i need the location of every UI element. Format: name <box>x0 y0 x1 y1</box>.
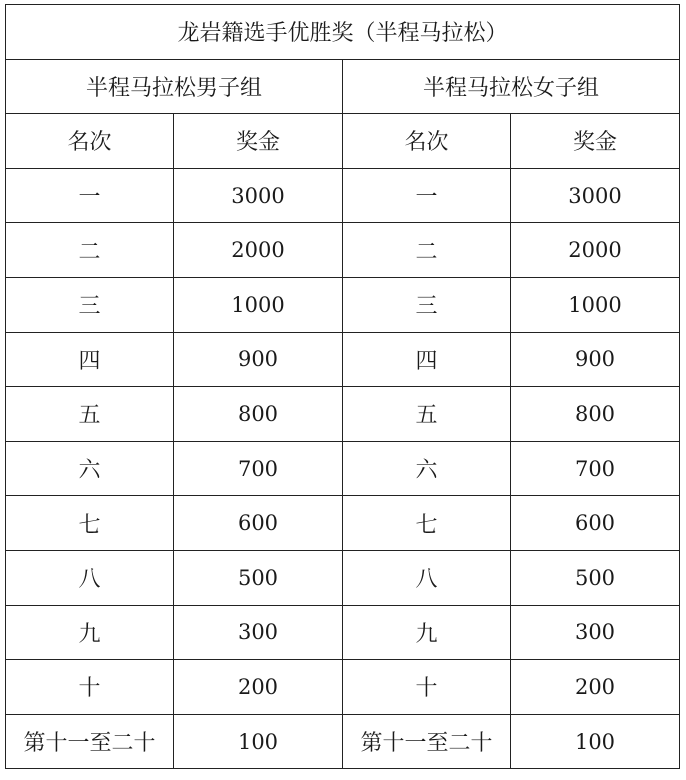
women-prize-cell: 2000 <box>511 223 680 278</box>
women-rank-cell: 第十一至二十 <box>343 714 511 769</box>
table-row <box>6 277 680 332</box>
women-rank-cell: 四 <box>343 332 511 387</box>
women-prize-cell: 700 <box>511 441 680 496</box>
men-rank-cell: 四 <box>6 332 174 387</box>
women-rank-cell: 八 <box>343 550 511 605</box>
women-prize-cell: 300 <box>511 605 680 660</box>
table-row <box>6 387 680 442</box>
men-rank-cell: 六 <box>6 441 174 496</box>
men-prize-cell: 800 <box>174 387 343 442</box>
women-prize-cell: 800 <box>511 387 680 442</box>
women-rank-cell: 七 <box>343 496 511 551</box>
men-prize-cell: 2000 <box>174 223 343 278</box>
title-row <box>6 5 680 60</box>
women-prize-cell: 3000 <box>511 168 680 223</box>
men-prize-cell: 300 <box>174 605 343 660</box>
men-rank-cell: 五 <box>6 387 174 442</box>
men-group-header: 半程马拉松男子组 <box>6 59 343 114</box>
women-prize-cell: 600 <box>511 496 680 551</box>
men-rank-cell: 一 <box>6 168 174 223</box>
table-row <box>6 605 680 660</box>
women-prize-cell: 1000 <box>511 277 680 332</box>
table-row <box>6 660 680 715</box>
women-rank-cell: 九 <box>343 605 511 660</box>
column-header-row <box>6 114 680 169</box>
men-prize-header: 奖金 <box>174 114 343 169</box>
men-prize-cell: 700 <box>174 441 343 496</box>
women-rank-cell: 一 <box>343 168 511 223</box>
men-rank-cell: 九 <box>6 605 174 660</box>
men-prize-cell: 900 <box>174 332 343 387</box>
women-rank-cell: 十 <box>343 660 511 715</box>
table-title: 龙岩籍选手优胜奖（半程马拉松） <box>6 5 680 60</box>
prize-table <box>5 4 680 769</box>
group-row <box>6 59 680 114</box>
men-rank-cell: 二 <box>6 223 174 278</box>
table-row <box>6 223 680 278</box>
men-rank-cell: 第十一至二十 <box>6 714 174 769</box>
women-group-header: 半程马拉松女子组 <box>343 59 680 114</box>
men-rank-cell: 七 <box>6 496 174 551</box>
women-rank-cell: 六 <box>343 441 511 496</box>
men-rank-cell: 三 <box>6 277 174 332</box>
men-prize-cell: 1000 <box>174 277 343 332</box>
men-prize-cell: 3000 <box>174 168 343 223</box>
table-row <box>6 332 680 387</box>
men-prize-cell: 200 <box>174 660 343 715</box>
table-row <box>6 168 680 223</box>
women-prize-cell: 900 <box>511 332 680 387</box>
women-prize-cell: 500 <box>511 550 680 605</box>
women-rank-cell: 五 <box>343 387 511 442</box>
men-prize-cell: 100 <box>174 714 343 769</box>
women-prize-cell: 200 <box>511 660 680 715</box>
women-rank-header: 名次 <box>343 114 511 169</box>
women-prize-header: 奖金 <box>511 114 680 169</box>
women-rank-cell: 三 <box>343 277 511 332</box>
men-rank-cell: 十 <box>6 660 174 715</box>
table-row <box>6 441 680 496</box>
men-prize-cell: 500 <box>174 550 343 605</box>
table-row <box>6 496 680 551</box>
women-prize-cell: 100 <box>511 714 680 769</box>
women-rank-cell: 二 <box>343 223 511 278</box>
men-rank-cell: 八 <box>6 550 174 605</box>
men-prize-cell: 600 <box>174 496 343 551</box>
table-row <box>6 550 680 605</box>
table-row <box>6 714 680 769</box>
men-rank-header: 名次 <box>6 114 174 169</box>
